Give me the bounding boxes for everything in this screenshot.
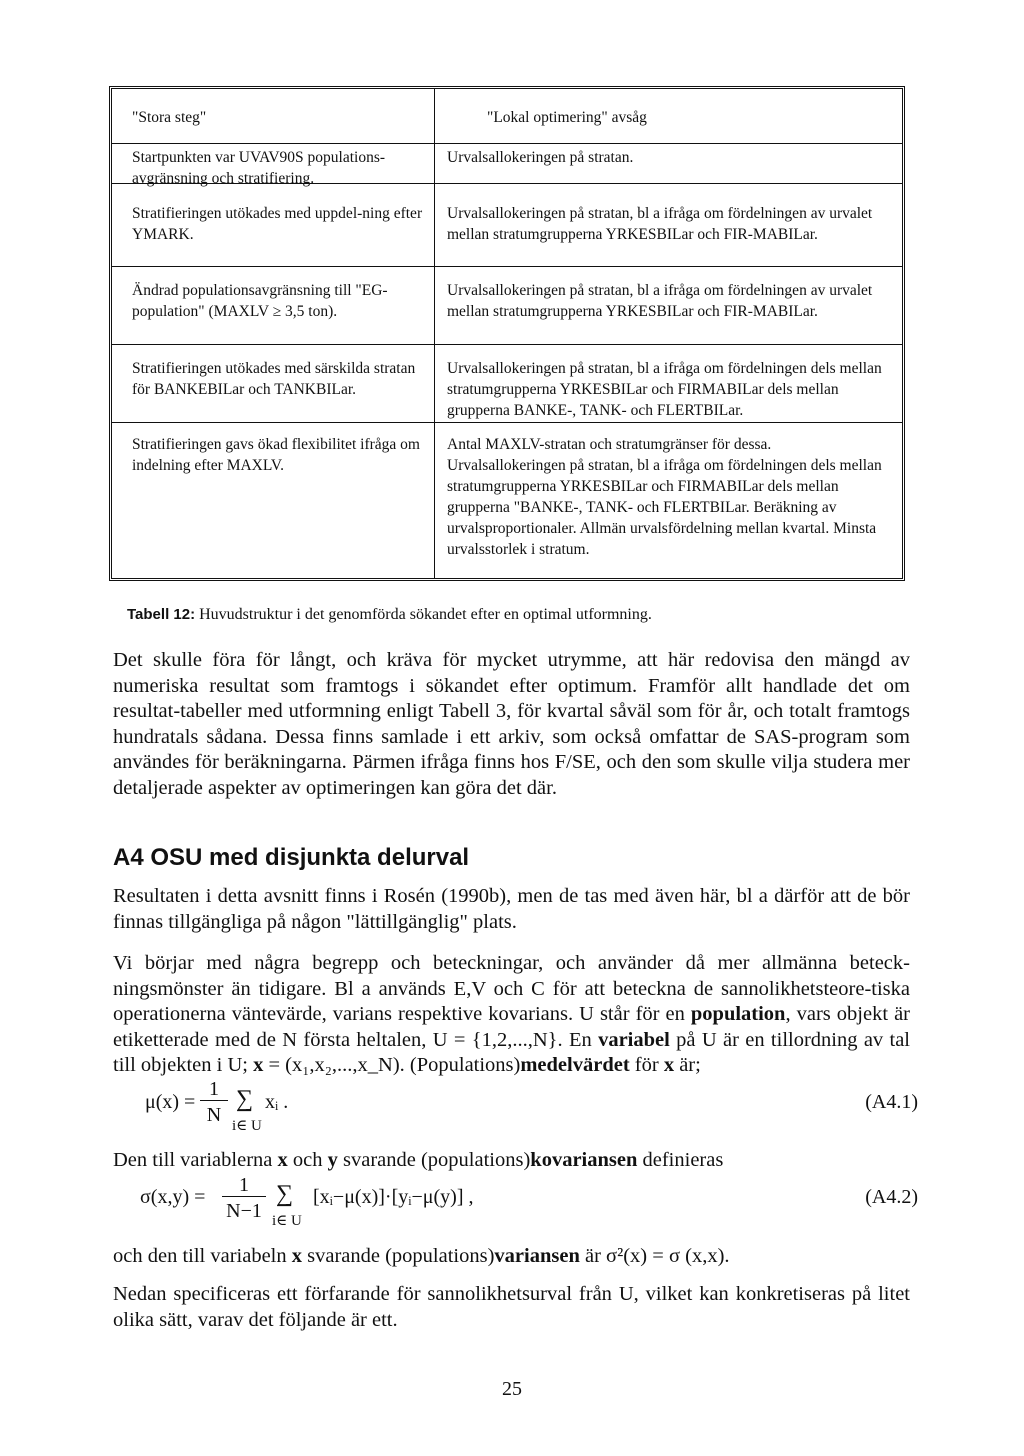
text-run: är σ²(x) = σ (x,x). xyxy=(579,1245,730,1267)
sum-symbol: ∑ xyxy=(276,1181,294,1207)
table-row-divider xyxy=(112,266,902,267)
table-row-divider xyxy=(112,344,902,345)
bold-term: population xyxy=(690,1003,786,1025)
equation-lhs: μ(x) = xyxy=(145,1091,196,1113)
bold-term: medelvärdet xyxy=(520,1054,630,1076)
bold-term: x xyxy=(253,1054,264,1076)
text-run: , vars objekt är etiketterade med de N första heltalen, U = {1,2,...,N}. En xyxy=(113,1003,910,1051)
table-cell: Urvalsallokeringen på stratan, bl a ifråga om fördelningen av urvalet mellan stratumgrupperna YRKESBILar och FIR-MABILar. xyxy=(447,205,873,243)
paragraph xyxy=(113,1244,910,1270)
table-cell: Startpunkten var UVAV90S populations-avgränsning och stratifiering. xyxy=(132,149,386,187)
table-row-divider xyxy=(112,143,902,144)
bold-term: x xyxy=(277,1149,288,1171)
text-run: för xyxy=(629,1054,664,1076)
caption-text: Huvudstruktur i det genomförda sökandet efter en optimal utformning. xyxy=(199,606,652,623)
text-run: svarande (populations) xyxy=(302,1245,495,1267)
paragraph xyxy=(113,1148,910,1174)
table-cell: Stratifieringen utökades med uppdel-ning efter YMARK. xyxy=(132,205,423,243)
text-run: = (x₁,x₂,...,x_N). (Populations) xyxy=(263,1054,521,1076)
paragraph: Resultaten i detta avsnitt finns i Rosén (1990b), men de tas med även här, bl a därför att de bör finnas tillgängliga på någon "lättillgänglig" plats. xyxy=(113,885,910,933)
paragraph: Nedan specificeras ett förfarande för sannolikhetsurval från U, vilket kan konkretiseras på litet olika sätt, varav det följande är ett. xyxy=(113,1283,910,1331)
text-run: och den till variabeln xyxy=(113,1245,292,1267)
text-run: Den till variablerna xyxy=(113,1149,278,1171)
bold-term: variansen xyxy=(494,1245,580,1267)
fraction-denominator: N−1 xyxy=(226,1200,262,1222)
bold-term: kovariansen xyxy=(530,1149,638,1171)
paragraph xyxy=(113,951,910,1079)
fraction-numerator: 1 xyxy=(222,1174,266,1197)
text-run: Vi börjar med några begrepp och beteckningar, och använder då mer allmänna beteck-ningsmönster än tidigare. Bl a används E,V och C för att beteckna de sannolikhetsteore-tiska operationerna väntevärde, varians respektive kovarians. U står för en xyxy=(113,952,910,1025)
bold-term: x xyxy=(663,1054,675,1076)
section-heading: A4 OSU med disjunkta delurval xyxy=(113,844,470,871)
text-run: och xyxy=(287,1149,328,1171)
sum-symbol: ∑ xyxy=(236,1086,254,1112)
table-cell: Urvalsallokeringen på stratan. xyxy=(447,149,634,166)
fraction-numerator: 1 xyxy=(200,1078,228,1101)
caption-label: Tabell 12: xyxy=(127,606,196,623)
table-column-divider xyxy=(434,89,435,578)
text-run: definieras xyxy=(637,1149,724,1171)
bold-term: x xyxy=(291,1245,302,1267)
text-run: svarande (populations) xyxy=(337,1149,531,1171)
sum-subscript: i∈ U xyxy=(272,1213,302,1229)
bold-term: y xyxy=(327,1149,338,1171)
text-run: är; xyxy=(674,1054,701,1076)
table-header-left: "Stora steg" xyxy=(132,109,207,126)
bold-term: variabel xyxy=(598,1028,670,1051)
strategy-table xyxy=(109,86,905,581)
page-number: 25 xyxy=(502,1378,522,1400)
table-row-divider xyxy=(112,422,902,423)
sum-subscript: i∈ U xyxy=(232,1118,262,1134)
table-cell: Ändrad populationsavgränsning till "EG-population" (MAXLV ≥ 3,5 ton). xyxy=(132,282,388,320)
table-caption xyxy=(127,606,652,624)
table-cell: Urvalsallokeringen på stratan, bl a ifråga om fördelningen dels mellan stratumgrupperna YRKESBILar och FIRMABILar dels mellan grupperna BANKE-, TANK- och FLERTBILar. xyxy=(447,360,882,419)
paragraph: Det skulle föra för långt, och kräva för mycket utrymme, att här redovisa den mängd av numeriska resultat som framtogs i sökandet efter optimum. Framför allt handlade det om resultat-tabeller med utformning enligt Tabell 3, för kvartal såväl som för år, och totalt framtogs hundratals sådana. Dessa finns samlade i ett arkiv, som också omfattar de SAS-program som användes för beräkningarna. Pärmen ifråga finns hos F/SE, och den som skulle vilja studera mer detaljerade aspekter av optimeringen kan göra det där. xyxy=(113,649,910,799)
equation-number: (A4.1) xyxy=(865,1091,918,1113)
table-cell: Stratifieringen gavs ökad flexibilitet ifråga om indelning efter MAXLV. xyxy=(132,436,420,474)
table-header-right: "Lokal optimering" avsåg xyxy=(487,109,647,126)
equation-number: (A4.2) xyxy=(865,1186,918,1208)
fraction-denominator: N xyxy=(206,1104,222,1126)
equation-lhs: σ(x,y) = xyxy=(140,1186,206,1208)
text-run: på U är en tillordning av tal till objekten i U; xyxy=(113,1028,910,1076)
sum-term: [xᵢ−μ(x)]·[yᵢ−μ(y)] , xyxy=(313,1186,474,1208)
sum-term: xᵢ . xyxy=(265,1091,289,1113)
table-cell: Antal MAXLV-stratan och stratumgränser för dessa. Urvalsallokeringen på stratan, bl a ifråga om fördelningen dels mellan stratumgrupperna YRKESBILar och FIRMABILar dels mellan grupperna "BANKE-, TANK- och FLERTBILar. Beräkning av urvalsproportionaler. Allmän urvalsfördelning mellan kvartal. Minsta urvalsstorlek i stratum. xyxy=(447,436,882,558)
table-cell: Urvalsallokeringen på stratan, bl a ifråga om fördelningen av urvalet mellan stratumgrupperna YRKESBILar och FIR-MABILar. xyxy=(447,282,873,320)
table-cell: Stratifieringen utökades med särskilda stratan för BANKEBILar och TANKBILar. xyxy=(132,360,416,398)
